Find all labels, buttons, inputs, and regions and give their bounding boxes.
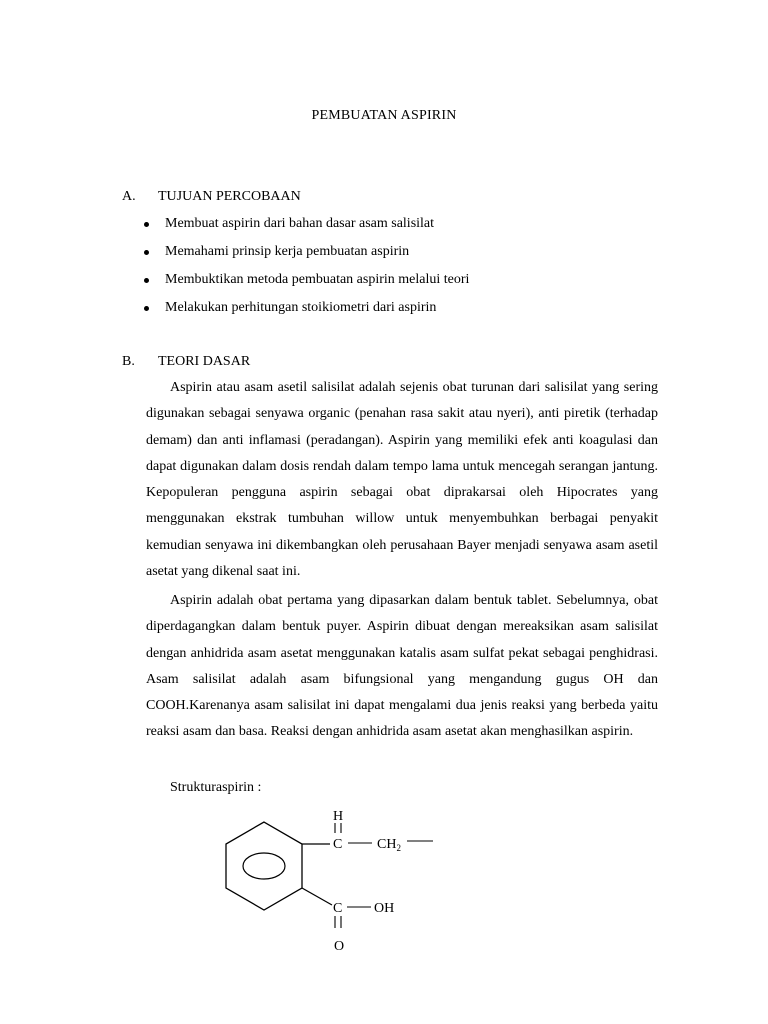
atom-o: O [334, 939, 345, 954]
atom-c-bottom: C [333, 901, 343, 916]
theory-paragraph-2: Aspirin adalah obat pertama yang dipasarkan dalam bentuk tablet. Sebelumnya, obat diperdagangkan dalam bentuk puyer. Aspirin dibuat dengan mereaksikan asam salisilat dengan anhidrida asam asetat menggunakan katalis asam sulfat pekat sebagai penghidrasi. Asam salisilat adalah asam bifungsional yang mengandung gugus OH dan COOH.Karenanya asam salisilat ini dapat mengalami dua jenis reaksi yang berbeda yaitu reaksi asam dan basa. Reaksi dengan anhidrida asam asetat akan menghasilkan aspirin. [146, 593, 658, 740]
list-item: Melakukan perhitungan stoikiometri dari aspirin [122, 294, 469, 322]
section-b-letter: B. [122, 354, 135, 369]
section-a-title: TUJUAN PERCOBAAN [158, 189, 301, 204]
section-a-letter: A. [122, 189, 136, 204]
list-item: Memahami prinsip kerja pembuatan aspirin [122, 238, 469, 266]
list-item: Membuktikan metoda pembuatan aspirin melalui teori [122, 266, 469, 294]
atom-h: H [333, 809, 344, 824]
group-oh: OH [374, 901, 395, 916]
section-b-title: TEORI DASAR [158, 354, 251, 369]
atom-c-top: C [333, 837, 343, 852]
bond-ring-to-bottom-c [302, 888, 332, 905]
group-ch2-subscript: 2 [396, 843, 401, 853]
theory-paragraph-1: Aspirin atau asam asetil salisilat adalah sejenis obat turunan dari salisilat yang sering digunakan sebagai senyawa organic (penahan rasa sakit atau nyeri), anti piretik (terhadap demam) dan anti inflamasi (peradangan). Aspirin yang memiliki efek anti koagulasi dan dapat digunakan dalam dosis rendah dalam tempo lama untuk mencegah serangan jantung. Kepopuleran pengguna aspirin sebagai obat diprakarsai oleh Hipocrates yang menggunakan ekstrak tumbuhan willow untuk menyembuhkan berbagai penyakit kemudian senyawa ini dikembangkan oleh perusahaan Bayer menjadi senyawa asam asetil asetat yang dikenal saat ini. [146, 380, 658, 580]
benzene-inner-circle [243, 853, 285, 879]
structure-label: Strukturaspirin : [170, 780, 262, 795]
benzene-ring [226, 822, 302, 910]
page-title: PEMBUATAN ASPIRIN [311, 108, 457, 123]
list-item: Membuat aspirin dari bahan dasar asam salisilat [122, 210, 469, 238]
group-ch2-base: CH [377, 837, 397, 852]
group-ch2 [377, 837, 401, 853]
